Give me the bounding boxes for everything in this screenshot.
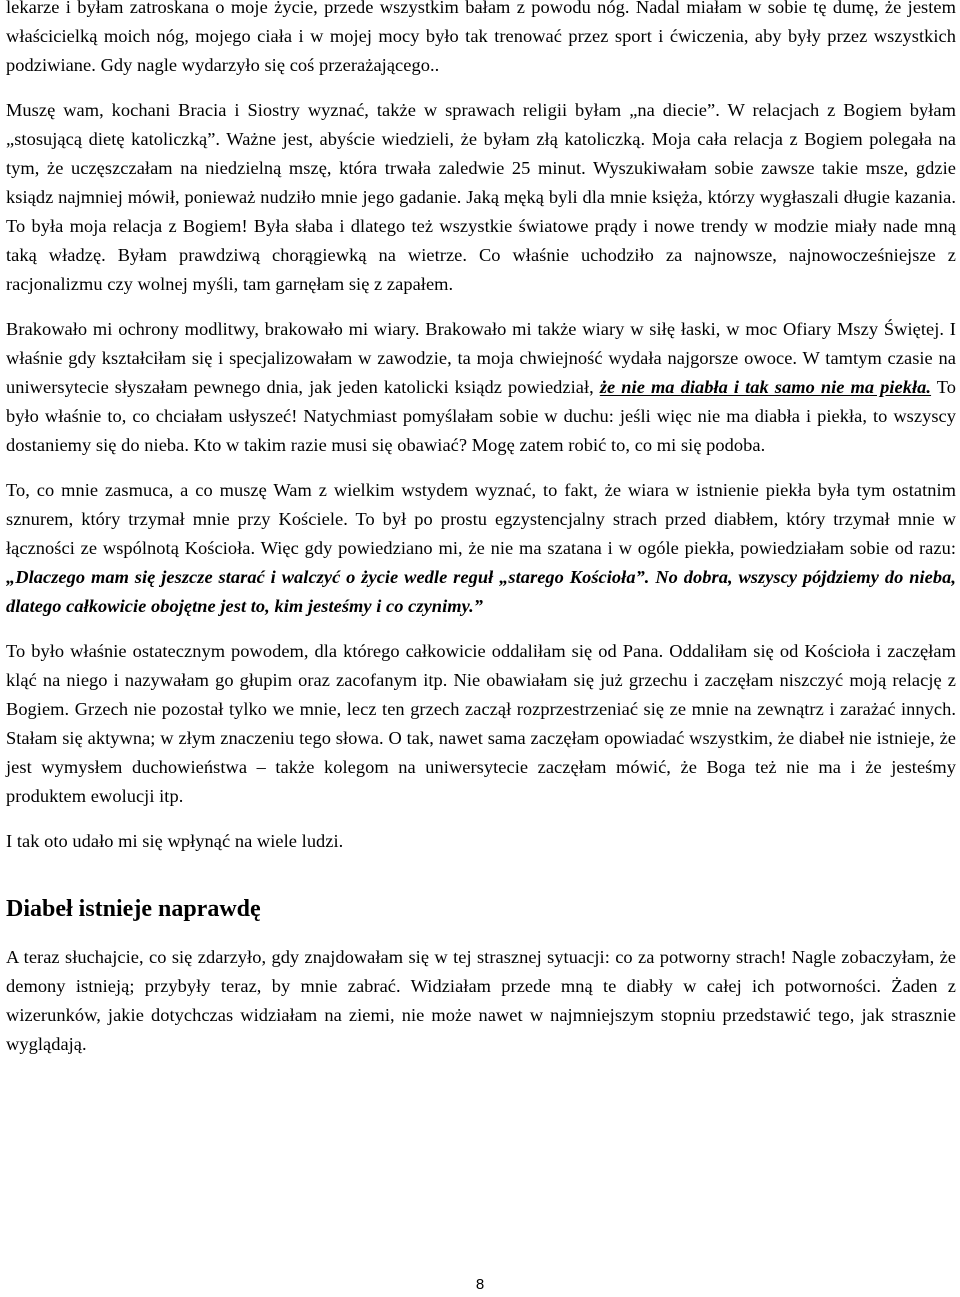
paragraph-3-text-after: To było właśnie to, co chciałam usłyszeć! Natychmiast pomyślałam sobie w duchu: jeśli więc nie ma diabła i piekła, to wszyscy dostaniemy się do nieba. Kto w takim razie musi się obawiać? Mogę zatem robić to, co mi się podoba. xyxy=(6,377,956,455)
paragraph-4-emphasis: „Dlaczego mam się jeszcze starać i walczyć o życie wedle reguł „starego Kościoła”. No dobra, wszyscy pójdziemy do nieba, dlatego całkowicie obojętne jest to, kim jesteśmy i co czynimy.” xyxy=(6,567,956,616)
paragraph-4-text-before: To, co mnie zasmuca, a co muszę Wam z wielkim wstydem wyznać, to fakt, że wiara w istnienie piekła była tym ostatnim sznurem, który trzymał mnie przy Kościele. To był po prostu egzystencjalny strach przed diabłem, który trzymał mnie w łączności ze wspólnotą Kościoła. Więc gdy powiedziano mi, że nie ma szatana i w ogóle piekła, powiedziałam sobie od razu: xyxy=(6,480,956,558)
paragraph-3 xyxy=(6,315,956,460)
paragraph-2-text: Muszę wam, kochani Bracia i Siostry wyznać, także w sprawach religii byłam „na diecie”. W relacjach z Bogiem byłam „stosującą dietę katoliczką”. Ważne jest, abyście wiedzieli, że byłam złą katoliczką. Moja cała relacja z Bogiem polegała na tym, że uczęszczałam na niedzielną mszę, która trwała zaledwie 25 minut. Wyszukiwałam sobie zawsze takie msze, gdzie ksiądz najmniej mówił, ponieważ nudziło mnie jego gadanie. Jaką męką byli dla mnie księża, którzy wygłaszali długie kazania. To była moja relacja z Bogiem! Była słaba i dlatego też wszystkie światowe prądy i nowe trendy w modzie miały nade mną taką władzę. Byłam prawdziwą chorągiewką na wietrze. Co właśnie uchodziło za najnowsze, najnowocześniejsze z racjonalizmu czy wolnej myśli, tam garnęłam się z zapałem. xyxy=(6,100,956,294)
paragraph-6-text: I tak oto udało mi się wpłynąć na wiele ludzi. xyxy=(6,831,344,851)
paragraph-1-text: lekarze i byłam zatroskana o moje życie, przede wszystkim bałam z powodu nóg. Nadal miałam w sobie tę dumę, że jestem właścicielką moich nóg, mojego ciała i w mojej mocy było tak trenować przez sport i ćwiczenia, aby były przez wszystkich podziwiane. Gdy nagle wydarzyło się coś przerażającego.. xyxy=(6,0,956,75)
paragraph-7 xyxy=(6,943,956,1059)
paragraph-3-text-before: Brakowało mi ochrony modlitwy, brakowało mi wiary. Brakowało mi także wiary w siłę łaski, w moc Ofiary Mszy Świętej. I właśnie gdy kształciłam się i specjalizowałam w zawodzie, ta moja chwiejność wydała najgorsze owoce. W tamtym czasie na uniwersytecie słyszałam pewnego dnia, jak jeden katolicki ksiądz powiedział, xyxy=(6,319,956,397)
paragraph-5-text: To było właśnie ostatecznym powodem, dla którego całkowicie oddaliłam się od Pana. Oddaliłam się od Kościoła i zaczęłam kląć na niego i nazywałam go głupim oraz zacofanym itp. Nie obawiałam się już grzechu i zaczęłam niszczyć moją relację z Bogiem. Grzech nie pozostał tylko we mnie, lecz ten grzech zaczął rozprzestrzeniać się ze mnie na zewnątrz i zarażać innych. Stałam się aktywna; w złym znaczeniu tego słowa. O tak, nawet sama zaczęłam opowiadać wszystkim, że diabeł nie istnieje, że jest wymysłem duchowieństwa – także kolegom na uniwersytecie zaczęłam mówić, że Boga też nie ma i że jesteśmy produktem ewolucji itp. xyxy=(6,641,956,806)
section-heading: Diabeł istnieje naprawdę xyxy=(6,896,261,922)
paragraph-5 xyxy=(6,637,956,811)
paragraph-4 xyxy=(6,476,956,621)
page-number: 8 xyxy=(475,1276,485,1293)
paragraph-2 xyxy=(6,96,956,299)
document-body xyxy=(6,0,956,1075)
paragraph-7-text: A teraz słuchajcie, co się zdarzyło, gdy znajdowałam się w tej strasznej sytuacji: co za potworny strach! Nagle zobaczyłam, że demony istnieją; przybyły teraz, by mnie zabrać. Widziałam przede mną te diabły w całej ich potworności. Żaden z wizerunków, jakie dotychczas widziałam na ziemi, nie może nawet w najmniejszym stopniu przedstawić tego, jak strasznie wyglądają. xyxy=(6,947,956,1054)
paragraph-6 xyxy=(6,827,956,856)
paragraph-1 xyxy=(6,0,956,80)
paragraph-3-emphasis: że nie ma diabła i tak samo nie ma piekła. xyxy=(599,377,932,397)
